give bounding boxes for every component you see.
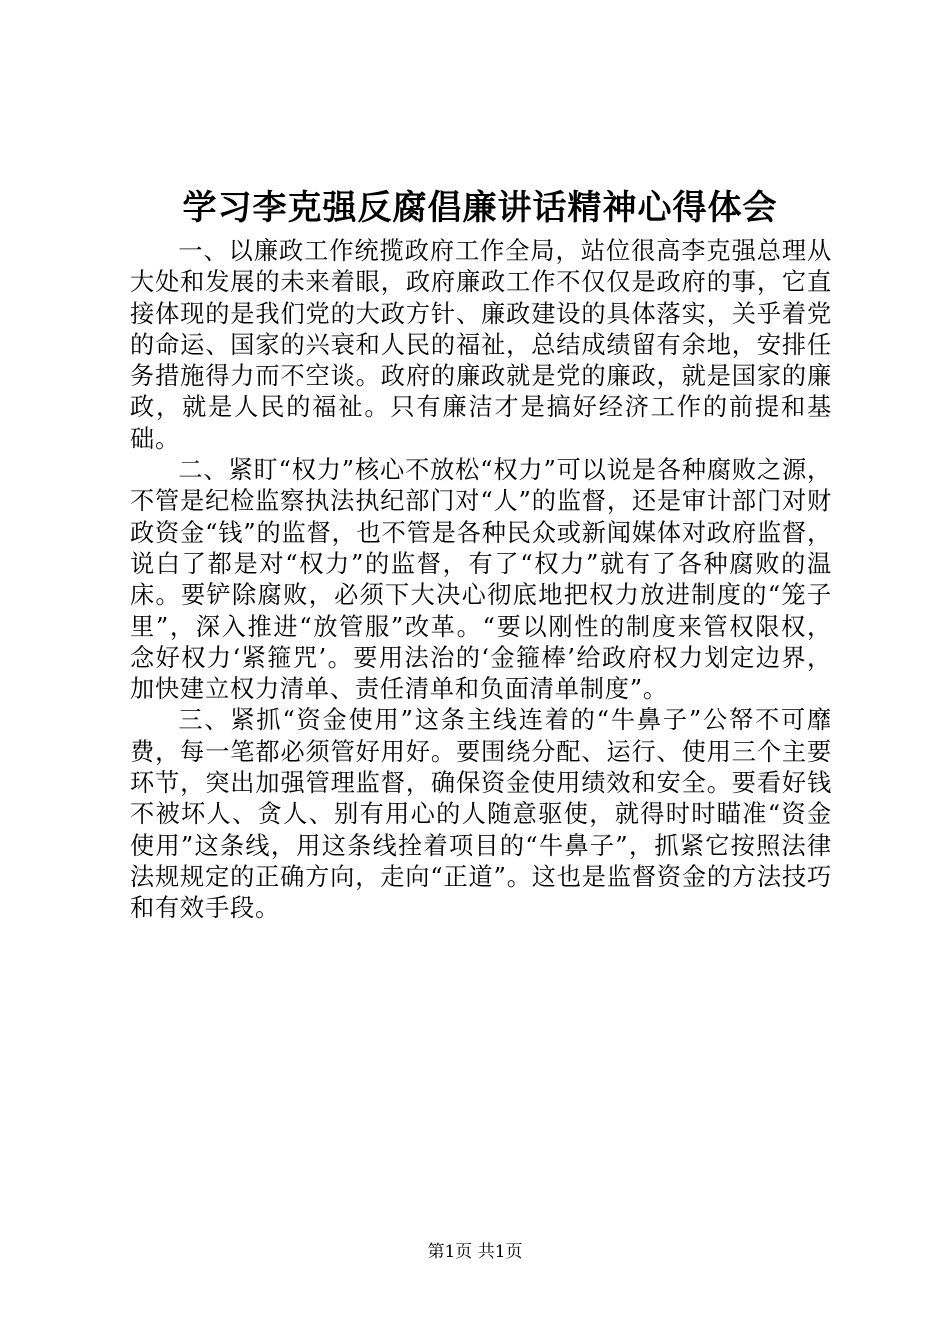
paragraph-1: 一、以廉政工作统揽政府工作全局，站位很高李克强总理从大处和发展的未来着眼，政府廉政工作不仅仅是政府的事，它直接体现的是我们党的大政方针、廉政建设的具体落实，关乎着党的命运、国家的兴衰和人民的福祉，总结成绩留有余地，安排任务措施得力而不空谈。政府的廉政就是党的廉政，就是国家的廉政，就是人民的福祉。只有廉洁才是搞好经济工作的前提和基础。 [130,237,832,453]
paragraph-2: 二、紧盯“权力”核心不放松“权力”可以说是各种腐败之源，不管是纪检监察执法执纪部门对“人”的监督，还是审计部门对财政资金“钱”的监督，也不管是各种民众或新闻媒体对政府监督，说白了都是对“权力”的监督，有了“权力”就有了各种腐败的温床。要铲除腐败，必须下大决心彻底地把权力放进制度的“笼子里”，深入推进“放管服”改革。“要以刚性的制度来管权限权，念好权力‘紧箍咒’。要用法治的‘金箍棒’给政府权力划定边界，加快建立权力清单、责任清单和负面清单制度”。 [130,456,832,704]
page-footer: 第1页 共1页 [427,1242,523,1262]
paragraph-3: 三、紧抓“资金使用”这条主线连着的“牛鼻子”公帑不可靡费，每一笔都必须管好用好。要围绕分配、运行、使用三个主要环节，突出加强管理监督，确保资金使用绩效和安全。要看好钱不被坏人、贪人、别有用心的人随意驱使，就得时时瞄准“资金使用”这条线，用这条线拴着项目的“牛鼻子”，抓紧它按照法律法规规定的正确方向，走向“正道”。这也是监督资金的方法技巧和有效手段。 [130,706,832,923]
document-body [130,236,832,925]
document-title: 学习李克强反腐倡廉讲话精神心得体会 [182,188,778,228]
